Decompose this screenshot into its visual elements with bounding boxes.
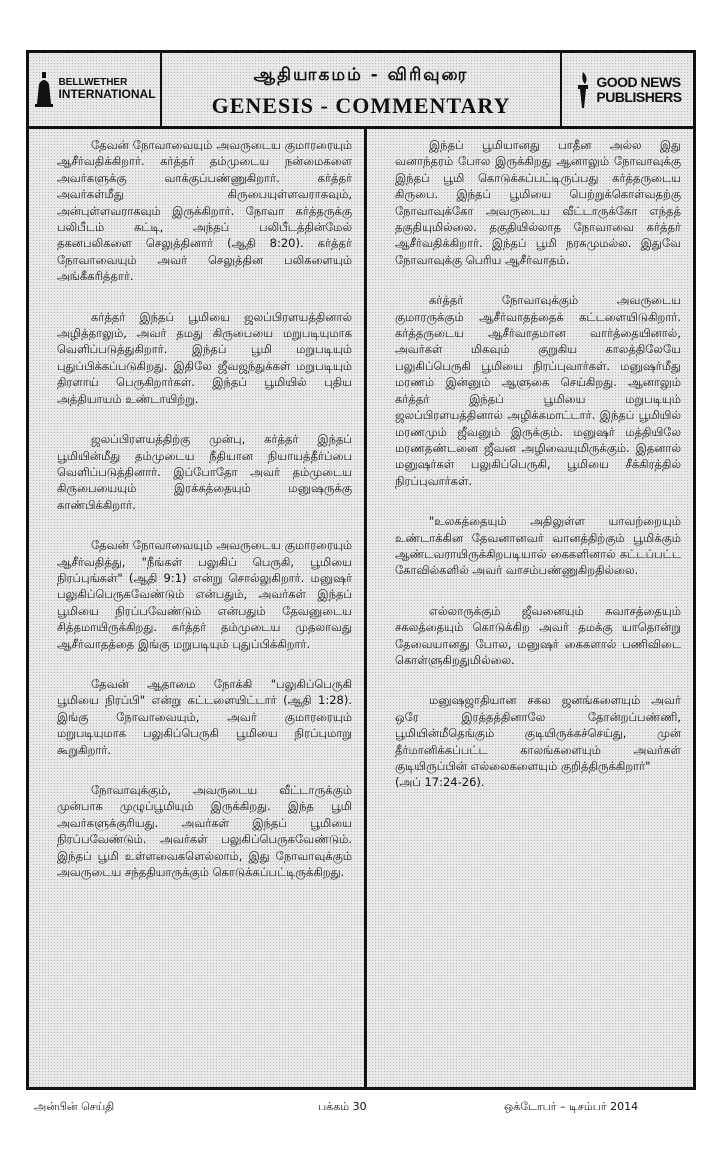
right-column xyxy=(367,129,693,1087)
paragraph: எல்லாருக்கும் ஜீவனையும் சுவாசத்தையும் சகலத்தையும் கொடுக்கிற அவர் தமக்கு யாதொன்று தேவையானது போல, மனுஷர் கைகளால் பணிவிடை கொள்ளுகிறதுமில்லை. xyxy=(395,603,681,667)
footer-date: ஒக்டோபர் – டிசம்பர் 2014 xyxy=(504,1100,639,1113)
paragraph: தேவன் ஆதாமை நோக்கி "பலுகிப்பெருகி பூமியை நிரப்பி" என்று கட்டளையிட்டார் (ஆதி 1:28). இங்கு நோவாவையும், அவர் குமாரரையும் மறுபடியுமாக பலுகிப்பெருகி பூமியை நிரப்புமாறு கூறுகிறார். xyxy=(57,676,352,757)
paragraph: தேவன் நோவாவையும் அவருடைய குமாரரையும் ஆசீர்வதித்து, "நீங்கள் பலுகிப் பெருகி, பூமியை நிரப்புங்கள்" (ஆதி 9:1) என்று சொல்லுகிறார். மனுஷர் பலுகிப்பெருகவேண்டும் என்பதும், அவர்கள் இந்தப் பூமியை நிரப்பவேண்டும் என்பதும் தேவனுடைய சித்தமாயிருக்கிறது. கர்த்தர் தம்முடைய முதலாவது ஆசீர்வாதத்தை இங்கு மறுபடியும் புதுப்பிக்கிறார். xyxy=(57,538,352,651)
page-header xyxy=(29,53,693,129)
title-english: GENESIS - COMMENTARY xyxy=(211,93,511,118)
right-logo-line2: PUBLISHERS xyxy=(596,88,682,105)
title-area xyxy=(162,53,560,126)
footer-publication: அன்பின் செய்தி xyxy=(34,1100,115,1113)
paragraph: "உலகத்தையும் அதிலுள்ள யாவற்றையும் உண்டாக்கின தேவனானவர் வானத்திற்கும் பூமிக்கும் ஆண்டவராயிருக்கிறபடியால் கைகளினால் கட்டப்பட்ட கோவில்களில் அவர் வாசம்பண்ணுகிறதில்லை. xyxy=(395,514,681,578)
paragraph: ஜலப்பிரளயத்திற்கு முன்பு, கர்த்தர் இந்தப் பூமியின்மீது தம்முடைய நீதியான நியாயத்தீர்ப்பை வெளிப்படுத்தினார். இப்போதோ அவர் தம்முடைய கிருபையையும் இரக்கத்தையும் மனுஷருக்கு காண்பிக்கிறார். xyxy=(57,432,352,512)
paragraph: மனுஷஜாதியான சகல ஜனங்களையும் அவர் ஒரே இரத்தத்தினாலே தோன்றப்பண்ணி, பூமியின்மீதெங்கும் குடியிருக்கச்செய்து, முன் தீர்மானிக்கப்பட்ட காலங்களையும் அவர்கள் குடியிருப்பின் எல்லைகளையும் குறித்திருக்கிறார்" xyxy=(395,693,681,773)
title-tamil: ஆதியாகமம் - விரிவுரை xyxy=(253,65,469,85)
page-frame xyxy=(26,50,696,1090)
left-logo-line2: INTERNATIONAL xyxy=(58,87,156,102)
paragraph: கர்த்தர் நோவாவுக்கும் அவருடைய குமாரருக்கும் ஆசீர்வாதத்தைக் கட்டளையிடுகிறார். கர்த்தருடைய ஆசீர்வாதமான வார்த்தையினால், அவர்கள் மிகவும் குறுகிய காலத்திலேயே பலுகிப்பெருகி பூமியை நிரப்புவார்கள். மனுஷர்மீது மரணம் இன்னும் ஆளுகை செய்கிறது. ஆனாலும் கர்த்தர் இந்தப் பூமியை மறுபடியும் ஜலப்பிரளயத்தினால் அழிக்கமாட்டார். இந்தப் பூமியில் மரணமும் ஜீவனும் இருக்கும். மனுஷர் மத்தியிலே மரணதண்டனை ஜீவன அழிவையுமிருக்கும். இதனால் மனுஷர்கள் பலுகிப்பெருகி, பூமியை சீக்கிரத்தில் நிரப்புவார்கள். xyxy=(395,293,681,488)
footer-page-number: பக்கம் 30 xyxy=(318,1100,367,1113)
paragraph: தேவன் நோவாவையும் அவருடைய குமாரரையும் ஆசீர்வதிக்கிறார். கர்த்தர் தம்முடைய நன்மைகளை அவர்களுக்கு வாக்குப்பண்ணுகிறார். கர்த்தர் அவர்கள்மீது கிருபையுள்ளவராகவும், அன்புள்ளவராகவும் இருக்கிறார். நோவா கர்த்தருக்கு பலிபீடம் கட்டி, அந்தப் பலிபீடத்தின்மேல் தகனபலிகளை செலுத்தினார் (ஆதி 8:20). கர்த்தர் நோவாவையும் அவர் செலுத்தின பலிகளையும் அங்கீகரித்தார். xyxy=(57,138,352,284)
paragraph: நோவாவுக்கும், அவருடைய வீட்டாருக்கும் முன்பாக முழுப்பூமியும் இருக்கிறது. இந்த பூமி அவர்களுக்குரியது. அவர்கள் இந்தப் பூமியை நிரப்பவேண்டும். அவர்கள் பலுகிப்பெருகவேண்டும். இந்தப் பூமி உள்ளவைகளெல்லாம், இது நோவாவுக்கும் அவருடைய சந்ததியாருக்கும் கொடுக்கப்பட்டிருக்கிறது. xyxy=(57,783,352,880)
left-logo-line1: BELLWETHER xyxy=(58,76,128,88)
paragraph: இந்தப் பூமியானது பாதீன அல்ல இது வனாந்தரம் போல இருக்கிறது ஆனாலும் நோவாவுக்கு இந்தப் பூமி கொடுக்கப்பட்டிருப்பது கர்த்தருடைய கிருபை. இந்தப் பூமியை பெற்றுக்கொள்வதற்கு நோவாவுக்கோ அவருடைய வீட்டாருக்கோ எந்தத் தகுதியுமில்லை. தகுதியில்லாத நோவாவை கர்த்தர் ஆசீர்வதிக்கிறார். இந்தப் பூமி நரகமுமல்ல. இதுவே நோவாவுக்கு பெரிய ஆசீர்வாதம். xyxy=(395,138,681,267)
left-column xyxy=(29,129,364,1087)
torch-icon xyxy=(573,70,593,110)
paragraph: கர்த்தர் இந்தப் பூமியை ஜலப்பிரளயத்தினால் அழித்தாலும், அவர் தமது கிருபையை மறுபடியுமாக வெளிப்படுத்துகிறார். இந்தப் பூமி மறுபடியும் புதுப்பிக்கப்படுகிறது. இதிலே ஜீவஜந்துக்கள் மறுபடியும் திரளாய் பெருகிறார்கள். இந்தப் பூமியில் புதிய அத்தியாயம் உண்டாயிற்று. xyxy=(57,309,352,406)
good-news-logo xyxy=(560,53,693,126)
bellwether-logo xyxy=(29,53,162,126)
bell-icon xyxy=(33,70,55,110)
right-logo-line1: GOOD NEWS xyxy=(596,73,681,90)
scripture-citation: (அப் 17:24-26). xyxy=(395,775,485,790)
